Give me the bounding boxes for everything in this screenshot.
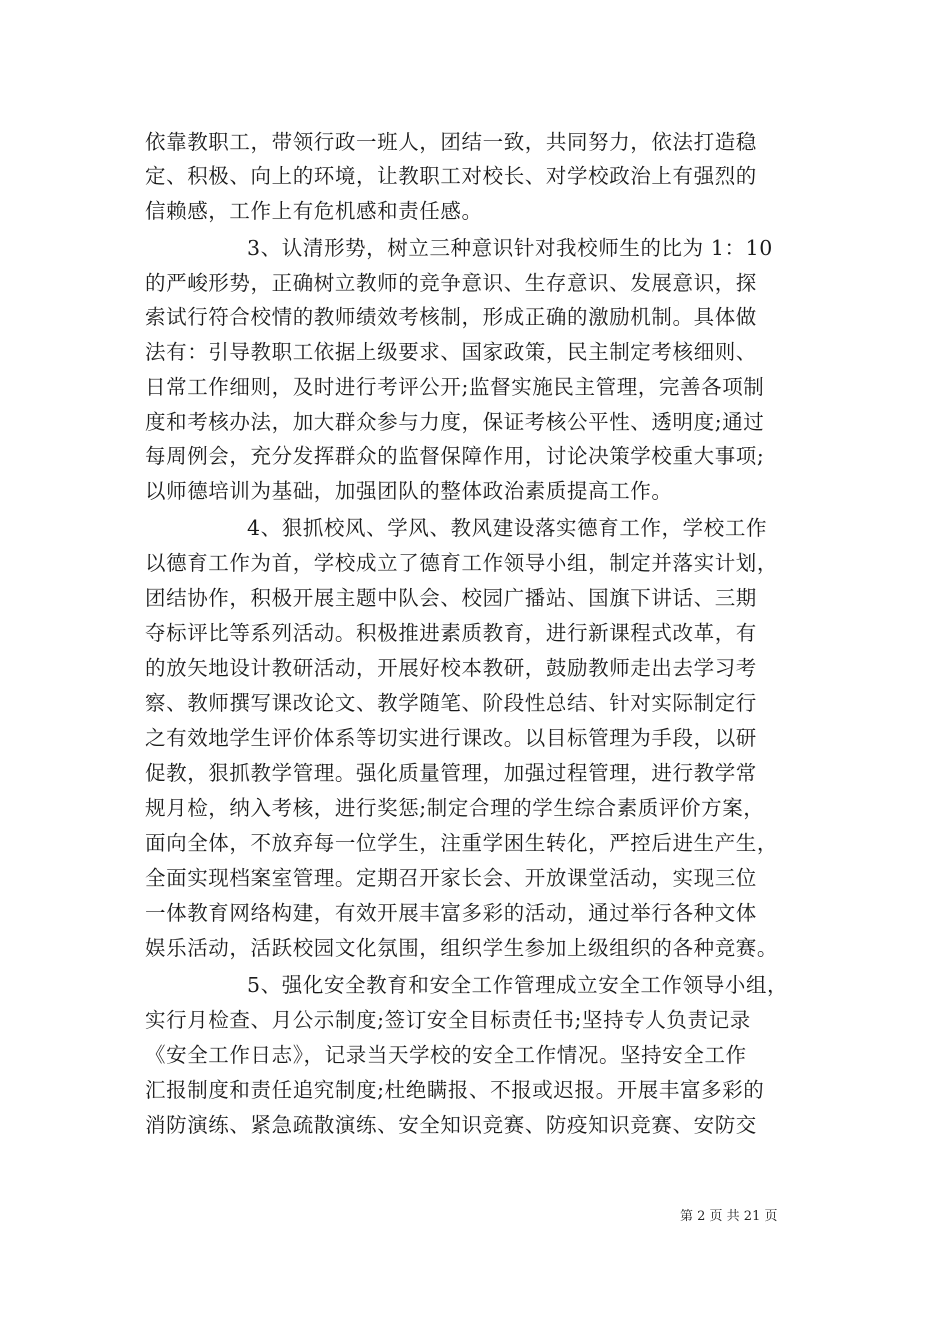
text-line: 每周例会，充分发挥群众的监督保障作用，讨论决策学校重大事项; — [145, 444, 765, 468]
text-line: 娱乐活动，活跃校园文化氛围，组织学生参加上级组织的各种竞赛。 — [145, 936, 778, 960]
page-number-footer: 第 2 页 共 21 页 — [680, 1209, 778, 1224]
text-line: 一体教育网络构建，有效开展丰富多彩的活动，通过举行各种文体 — [145, 901, 757, 925]
text-line: 汇报制度和责任追究制度;杜绝瞒报、不报或迟报。开展丰富多彩的 — [145, 1078, 765, 1102]
text-line: 全面实现档案室管理。定期召开家长会、开放课堂活动，实现三位 — [145, 866, 757, 890]
text-line: 团结协作，积极开展主题中队会、校园广播站、国旗下讲话、三期 — [145, 586, 757, 610]
text-line: 之有效地学生评价体系等切实进行课改。以目标管理为手段，以研 — [145, 726, 757, 750]
text-line: 面向全体，不放弃每一位学生，注重学困生转化，严控后进生产生， — [145, 831, 778, 855]
paragraph-4-start: 4、狠抓校风、学风、教风建设落实德育工作，学校工作 — [247, 516, 768, 540]
text-line: 信赖感，工作上有危机感和责任感。 — [145, 199, 483, 223]
text-line: 法有：引导教职工依据上级要求、国家政策，民主制定考核细则、 — [145, 340, 757, 364]
text-line: 依靠教职工，带领行政一班人，团结一致，共同努力，依法打造稳 — [145, 130, 757, 154]
text-line: 定、积极、向上的环境，让教职工对校长、对学校政治上有强烈的 — [145, 164, 757, 188]
text-line: 的放矢地设计教研活动，开展好校本教研，鼓励教师走出去学习考 — [145, 656, 757, 680]
text-line: 索试行符合校情的教师绩效考核制，形成正确的激励机制。具体做 — [145, 305, 757, 329]
text-line: 度和考核办法，加大群众参与力度，保证考核公平性、透明度;通过 — [145, 410, 765, 434]
text-line: 的严峻形势，正确树立教师的竞争意识、生存意识、发展意识，探 — [145, 271, 757, 295]
text-line: 实行月检查、月公示制度;签订安全目标责任书;坚持专人负责记录 — [145, 1008, 751, 1032]
text-line: 夺标评比等系列活动。积极推进素质教育，进行新课程式改革，有 — [145, 621, 757, 645]
text-line: 以德育工作为首，学校成立了德育工作领导小组，制定并落实计划， — [145, 551, 778, 575]
text-line: 《安全工作日志》，记录当天学校的安全工作情况。坚持安全工作 — [145, 1043, 747, 1067]
paragraph-5-start: 5、强化安全教育和安全工作管理成立安全工作领导小组， — [247, 973, 789, 997]
text-line: 规月检，纳入考核，进行奖惩;制定合理的学生综合素质评价方案， — [145, 796, 765, 820]
paragraph-3-start: 3、认清形势，树立三种意识针对我校师生的比为 1：10 — [247, 236, 773, 260]
text-line: 消防演练、紧急疏散演练、安全知识竞赛、防疫知识竞赛、安防交 — [145, 1113, 757, 1137]
text-line: 日常工作细则，及时进行考评公开;监督实施民主管理，完善各项制 — [145, 375, 765, 399]
text-line: 以师德培训为基础，加强团队的整体政治素质提高工作。 — [145, 479, 673, 503]
text-line: 促教，狠抓教学管理。强化质量管理，加强过程管理，进行教学常 — [145, 761, 757, 785]
text-line: 察、教师撰写课改论文、教学随笔、阶段性总结、针对实际制定行 — [145, 691, 757, 715]
